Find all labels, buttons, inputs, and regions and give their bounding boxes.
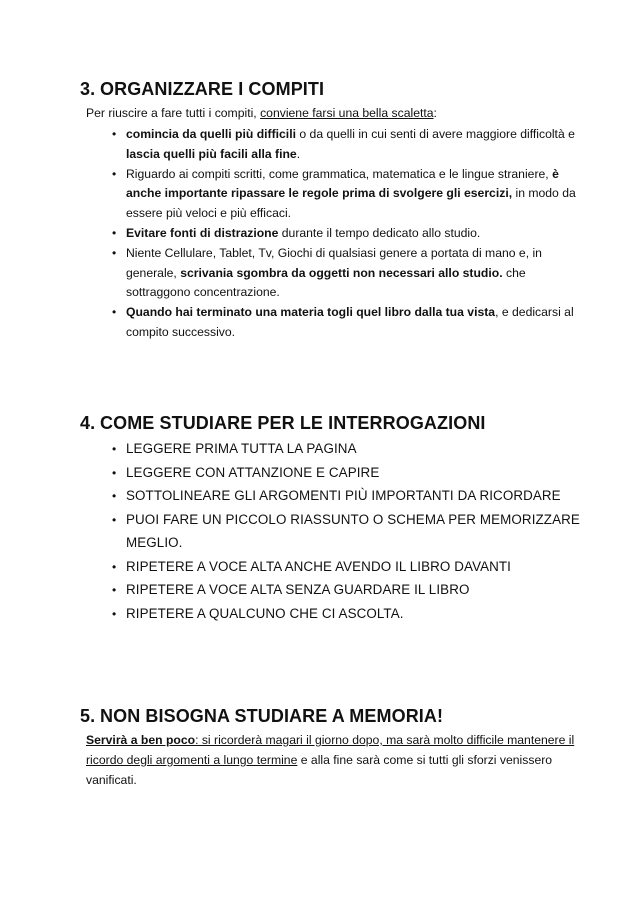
section-heading — [80, 705, 580, 727]
section-title: COME STUDIARE PER LE INTERROGAZIONI — [100, 413, 486, 433]
list-item — [80, 578, 580, 602]
bullet-icon: • — [112, 442, 117, 456]
bullet-icon: • — [112, 166, 117, 181]
study-steps-list — [80, 437, 580, 625]
tips-list — [80, 125, 580, 343]
section-title: NON BISOGNA STUDIARE A MEMORIA! — [100, 706, 444, 726]
section-number: 5. — [80, 706, 96, 726]
item-bold: scrivania sgombra da oggetti non necessari allo studio. — [180, 265, 503, 280]
body-bold-underlined: Servirà a ben poco — [86, 733, 196, 747]
bullet-icon: • — [112, 465, 117, 480]
section-heading — [80, 78, 580, 100]
bullet-icon: • — [112, 606, 117, 621]
list-item — [80, 437, 580, 461]
item-bold: lascia quelli più facili alla fine — [126, 146, 297, 161]
section-interrogazioni — [80, 412, 580, 625]
list-item — [80, 125, 580, 165]
list-item — [80, 508, 580, 555]
body-underlined: : si ricorderà magari il giorno dopo, ma sarà molto difficile mantenere il ricordo degli argomenti a lungo termine — [86, 733, 575, 767]
intro-underlined: conviene farsi una bella scaletta — [260, 106, 434, 120]
item-text: Riguardo ai compiti scritti, come grammatica, matematica e le lingue straniere, — [126, 166, 553, 181]
item-text: durante il tempo dedicato allo studio. — [278, 225, 481, 240]
list-item — [80, 224, 580, 244]
intro-text: Per riuscire a fare tutti i compiti, — [86, 106, 261, 120]
list-item — [80, 484, 580, 508]
body-text: e alla fine sarà come si tutti gli sforzi venissero vanificati. — [86, 753, 553, 787]
item-text: PUOI FARE UN PICCOLO RIASSUNTO O SCHEMA PER MEMORIZZARE MEGLIO. — [126, 511, 580, 550]
list-item — [80, 244, 580, 303]
list-item — [80, 303, 580, 343]
intro-text-end: : — [433, 106, 437, 120]
item-text: RIPETERE A VOCE ALTA SENZA GUARDARE IL LIBRO — [126, 582, 470, 597]
section-intro — [86, 104, 580, 123]
item-text: , e dedicarsi al compito successivo. — [126, 305, 574, 339]
bullet-icon: • — [112, 559, 117, 574]
section-number: 4. — [80, 413, 96, 433]
item-bold: comincia da quelli più difficili — [126, 127, 296, 141]
list-item — [80, 165, 580, 224]
bullet-icon: • — [112, 245, 117, 260]
item-text: che sottraggono concentrazione. — [126, 265, 526, 300]
item-text: o da quelli in cui senti di avere maggiore difficoltà e — [295, 127, 575, 141]
bullet-icon: • — [112, 512, 117, 527]
item-text: RIPETERE A VOCE ALTA ANCHE AVENDO IL LIBRO DAVANTI — [126, 558, 512, 574]
list-item — [80, 555, 580, 579]
item-text: Niente Cellulare, Tablet, Tv, Giochi di qualsiasi genere a portata di mano e, in generale, — [126, 245, 542, 280]
section-number: 3. — [80, 79, 96, 99]
bullet-icon: • — [112, 583, 117, 597]
list-item — [80, 602, 580, 626]
item-text: LEGGERE PRIMA TUTTA LA PAGINA — [126, 441, 357, 456]
section-heading — [80, 412, 580, 434]
item-bold: è anche importante ripassare le regole prima di svolgere gli esercizi, — [126, 166, 559, 201]
section-body — [86, 730, 576, 790]
section-memoria — [80, 705, 580, 790]
item-text: RIPETERE A QUALCUNO CHE CI ASCOLTA. — [126, 605, 404, 621]
item-bold: Evitare fonti di distrazione — [126, 225, 279, 240]
item-text: LEGGERE CON ATTANZIONE E CAPIRE — [126, 464, 380, 480]
bullet-icon: • — [112, 305, 117, 320]
item-text: . — [296, 146, 301, 161]
item-text: in modo da essere più veloci e più efficaci. — [126, 186, 576, 221]
bullet-icon: • — [112, 489, 117, 503]
item-text: SOTTOLINEARE GLI ARGOMENTI PIÙ IMPORTANTI DA RICORDARE — [126, 488, 561, 503]
item-bold: Quando hai terminato una materia togli quel libro dalla tua vista — [126, 305, 496, 320]
bullet-icon: • — [112, 127, 117, 141]
list-item — [80, 461, 580, 485]
bullet-icon: • — [112, 225, 117, 240]
section-title: ORGANIZZARE I COMPITI — [100, 79, 325, 99]
section-organizzare-compiti — [80, 78, 580, 343]
